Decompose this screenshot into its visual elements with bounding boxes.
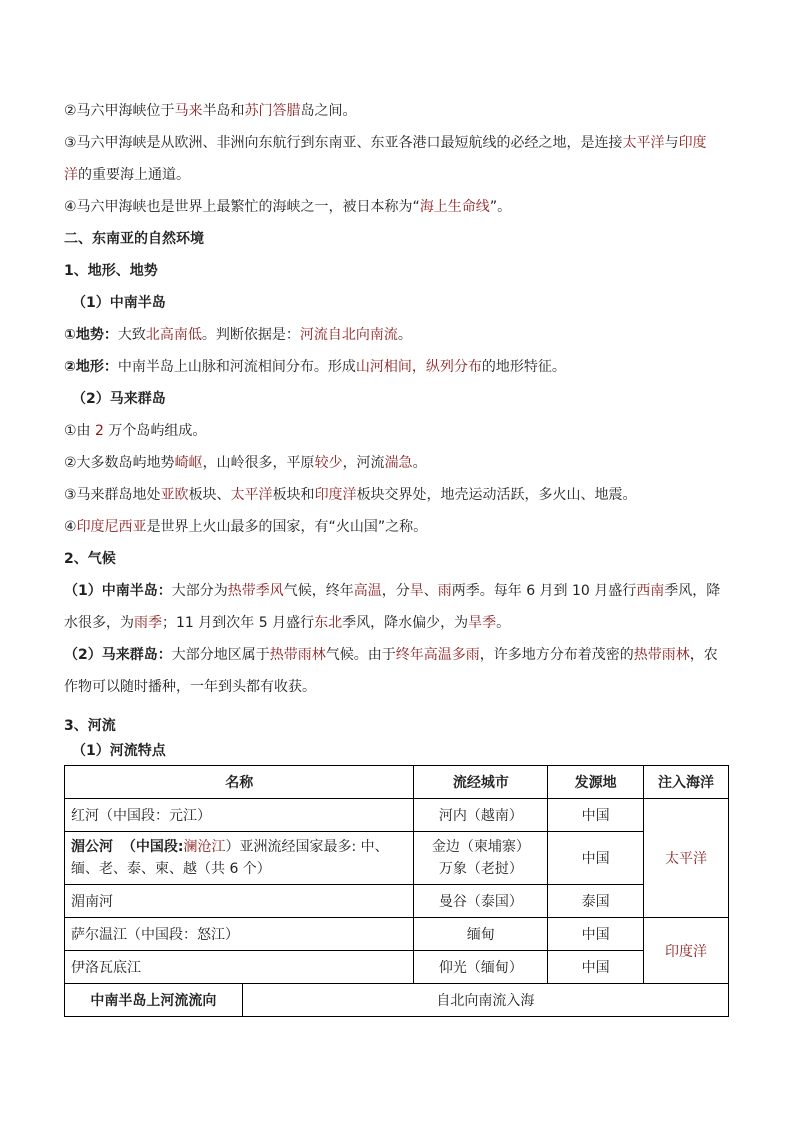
text: 气候，终年 bbox=[283, 583, 354, 599]
text: 两季。每年 6 月到 10 月盛行 bbox=[451, 583, 637, 599]
river-city: 仰光（缅甸） bbox=[414, 951, 548, 984]
river-name: 湄南河 bbox=[65, 885, 414, 918]
highlight: 西南 bbox=[636, 583, 665, 599]
river-city: 河内（越南） bbox=[414, 799, 548, 832]
river-source: 中国 bbox=[548, 832, 644, 885]
paragraph-volcano-country bbox=[64, 511, 730, 543]
section-heading: 二、东南亚的自然环境 bbox=[64, 231, 204, 247]
highlight: 热带雨林 bbox=[633, 647, 690, 663]
label: ②地形： bbox=[64, 359, 118, 375]
river-city: 缅甸 bbox=[414, 918, 548, 951]
text: ，山岭很多，平原 bbox=[202, 455, 315, 471]
text: ②大多数岛屿地势 bbox=[64, 455, 175, 471]
text: 、 bbox=[423, 583, 438, 599]
highlight: 马来 bbox=[174, 103, 203, 119]
highlight: 终年高温多雨 bbox=[395, 647, 480, 663]
highlight: 太平洋 bbox=[622, 135, 665, 151]
text: ①由 bbox=[64, 423, 96, 439]
table-row bbox=[65, 918, 729, 951]
highlight: 湍急 bbox=[384, 455, 413, 471]
text: 气候。由于 bbox=[325, 647, 396, 663]
highlight: 太平洋 bbox=[230, 487, 273, 503]
text: 的重要海上通道。 bbox=[78, 167, 190, 183]
paragraph-climate-malay bbox=[64, 639, 730, 671]
paragraph-climate-indochina bbox=[64, 575, 730, 607]
subsection-heading-rivers: 3、河流 bbox=[64, 718, 116, 734]
subheading-river-features: （1）河流特点 bbox=[72, 743, 166, 759]
highlight: 东北 bbox=[314, 615, 343, 631]
text: 万个岛屿组成。 bbox=[103, 423, 207, 439]
text: 大部分地区属于 bbox=[171, 647, 270, 663]
text: 是世界上火山最多的国家，有“火山国”之称。 bbox=[146, 519, 428, 535]
river-source: 中国 bbox=[548, 799, 644, 832]
river-name-bold: 湄公河 bbox=[71, 839, 113, 855]
highlight: 河流自北向南流 bbox=[299, 327, 398, 343]
text: ④ bbox=[64, 519, 77, 535]
river-name: 伊洛瓦底江 bbox=[65, 951, 414, 984]
text: 水很多，为 bbox=[64, 615, 134, 631]
paragraph-strait-route bbox=[64, 127, 730, 159]
highlight: 印度洋 bbox=[314, 487, 357, 503]
highlight: 海上生命线 bbox=[419, 199, 490, 215]
text: ）亚洲流经国家最多: 中、缅、老、泰、柬、越（共 6 个） bbox=[71, 839, 389, 877]
text: ④马六甲海峡也是世界上最繁忙的海峡之一，被日本称为“ bbox=[64, 199, 420, 215]
label: （2）马来群岛： bbox=[64, 647, 172, 663]
river-source: 中国 bbox=[548, 918, 644, 951]
highlight: 雨 bbox=[437, 583, 452, 599]
column-header-ocean: 注入海洋 bbox=[644, 766, 729, 799]
paragraph-terrain-slope bbox=[64, 319, 730, 351]
highlight: 北高南低 bbox=[145, 327, 202, 343]
column-header-city: 流经城市 bbox=[414, 766, 548, 799]
label: （1）中南半岛： bbox=[64, 583, 172, 599]
ocean-pacific: 太平洋 bbox=[644, 799, 729, 918]
text: 。 bbox=[412, 455, 427, 471]
text: 。 bbox=[496, 615, 511, 631]
highlight: 旱季 bbox=[468, 615, 497, 631]
text: 板块、 bbox=[188, 487, 231, 503]
text: 岛之间。 bbox=[300, 103, 357, 119]
river-name: 萨尔温江（中国段：怒江） bbox=[65, 918, 414, 951]
footer-value: 自北向南流入海 bbox=[242, 984, 728, 1017]
ocean-indian: 印度洋 bbox=[644, 918, 729, 984]
highlight: 较少 bbox=[314, 455, 343, 471]
text: 与 bbox=[664, 135, 679, 151]
river-source: 中国 bbox=[548, 951, 644, 984]
highlight: 亚欧 bbox=[160, 487, 189, 503]
highlight: 苏门答腊 bbox=[244, 103, 301, 119]
subsection-heading-terrain: 1、地形、地势 bbox=[64, 263, 158, 279]
highlight: 热带雨林 bbox=[269, 647, 326, 663]
text: （中国段: bbox=[121, 839, 184, 855]
city-line: 万象（老挝） bbox=[438, 861, 523, 877]
river-name-mekong bbox=[65, 832, 414, 885]
label: ①地势： bbox=[64, 327, 118, 343]
text: 季风，降 bbox=[664, 583, 721, 599]
city-line: 金边（柬埔寨） bbox=[431, 839, 530, 855]
text: ③马六甲海峡是从欧洲、非洲向东航行到东南亚、东亚各港口最短航线的必经之地，是连接 bbox=[64, 135, 623, 151]
highlight: 2 bbox=[95, 423, 104, 439]
text: 板块交界处，地壳运动活跃，多火山、地震。 bbox=[356, 487, 637, 503]
river-table bbox=[64, 765, 729, 984]
paragraph-islands-terrain bbox=[64, 447, 730, 479]
paragraph-plates bbox=[64, 479, 730, 511]
subheading-malay: （2）马来群岛 bbox=[72, 391, 166, 407]
text: ②马六甲海峡位于 bbox=[64, 103, 175, 119]
river-direction-table bbox=[64, 983, 729, 1017]
text: 季风，降水偏少，为 bbox=[342, 615, 469, 631]
river-city bbox=[414, 832, 548, 885]
table-row bbox=[65, 885, 729, 918]
highlight: 旱 bbox=[409, 583, 424, 599]
text: 。判断依据是： bbox=[201, 327, 300, 343]
text: 作物可以随时播种，一年到头都有收获。 bbox=[64, 679, 316, 695]
paragraph-terrain-form bbox=[64, 351, 730, 383]
table-header-row bbox=[65, 766, 729, 799]
highlight: 热带季风 bbox=[227, 583, 284, 599]
river-source: 泰国 bbox=[548, 885, 644, 918]
text: ，分 bbox=[381, 583, 410, 599]
river-city: 曼谷（泰国） bbox=[414, 885, 548, 918]
text: 的地形特征。 bbox=[481, 359, 566, 375]
table-row bbox=[65, 832, 729, 885]
table-row bbox=[65, 984, 729, 1017]
column-header-name: 名称 bbox=[65, 766, 414, 799]
highlight: 雨季 bbox=[134, 615, 162, 631]
paragraph-strait-route-cont bbox=[64, 159, 730, 191]
text: 大部分为 bbox=[171, 583, 228, 599]
text: ③马来群岛地处 bbox=[64, 487, 161, 503]
text: ，河流 bbox=[342, 455, 385, 471]
table-row bbox=[65, 799, 729, 832]
footer-label: 中南半岛上河流流向 bbox=[65, 984, 243, 1017]
text: ，许多地方分布着茂密的 bbox=[479, 647, 634, 663]
subheading-indochina: （1）中南半岛 bbox=[72, 295, 166, 311]
text: 大致 bbox=[117, 327, 146, 343]
river-name: 红河（中国段：元江） bbox=[65, 799, 414, 832]
subsection-heading-climate: 2、气候 bbox=[64, 551, 116, 567]
text: ；11 月到次年 5 月盛行 bbox=[162, 615, 315, 631]
paragraph-climate-malay-cont bbox=[64, 671, 730, 703]
highlight: 崎岖 bbox=[174, 455, 203, 471]
text: 。 bbox=[397, 327, 412, 343]
highlight: 澜沧江 bbox=[183, 839, 226, 855]
highlight: 印度 bbox=[678, 135, 707, 151]
paragraph-strait-location bbox=[64, 95, 730, 127]
text: 板块和 bbox=[272, 487, 315, 503]
column-header-source: 发源地 bbox=[548, 766, 644, 799]
highlight: 高温 bbox=[353, 583, 382, 599]
text: ”。 bbox=[489, 199, 512, 215]
paragraph-lifeline bbox=[64, 191, 730, 223]
paragraph-islands-count bbox=[64, 415, 730, 447]
highlight: 洋 bbox=[64, 167, 78, 183]
text: ，农 bbox=[689, 647, 718, 663]
table-row bbox=[65, 951, 729, 984]
document-page bbox=[64, 95, 730, 1017]
text: 中南半岛上山脉和河流相间分布。形成 bbox=[117, 359, 356, 375]
text: 半岛和 bbox=[202, 103, 245, 119]
paragraph-climate-indochina-cont bbox=[64, 607, 730, 639]
highlight: 山河相间，纵列分布 bbox=[355, 359, 482, 375]
highlight: 印度尼西亚 bbox=[76, 519, 147, 535]
